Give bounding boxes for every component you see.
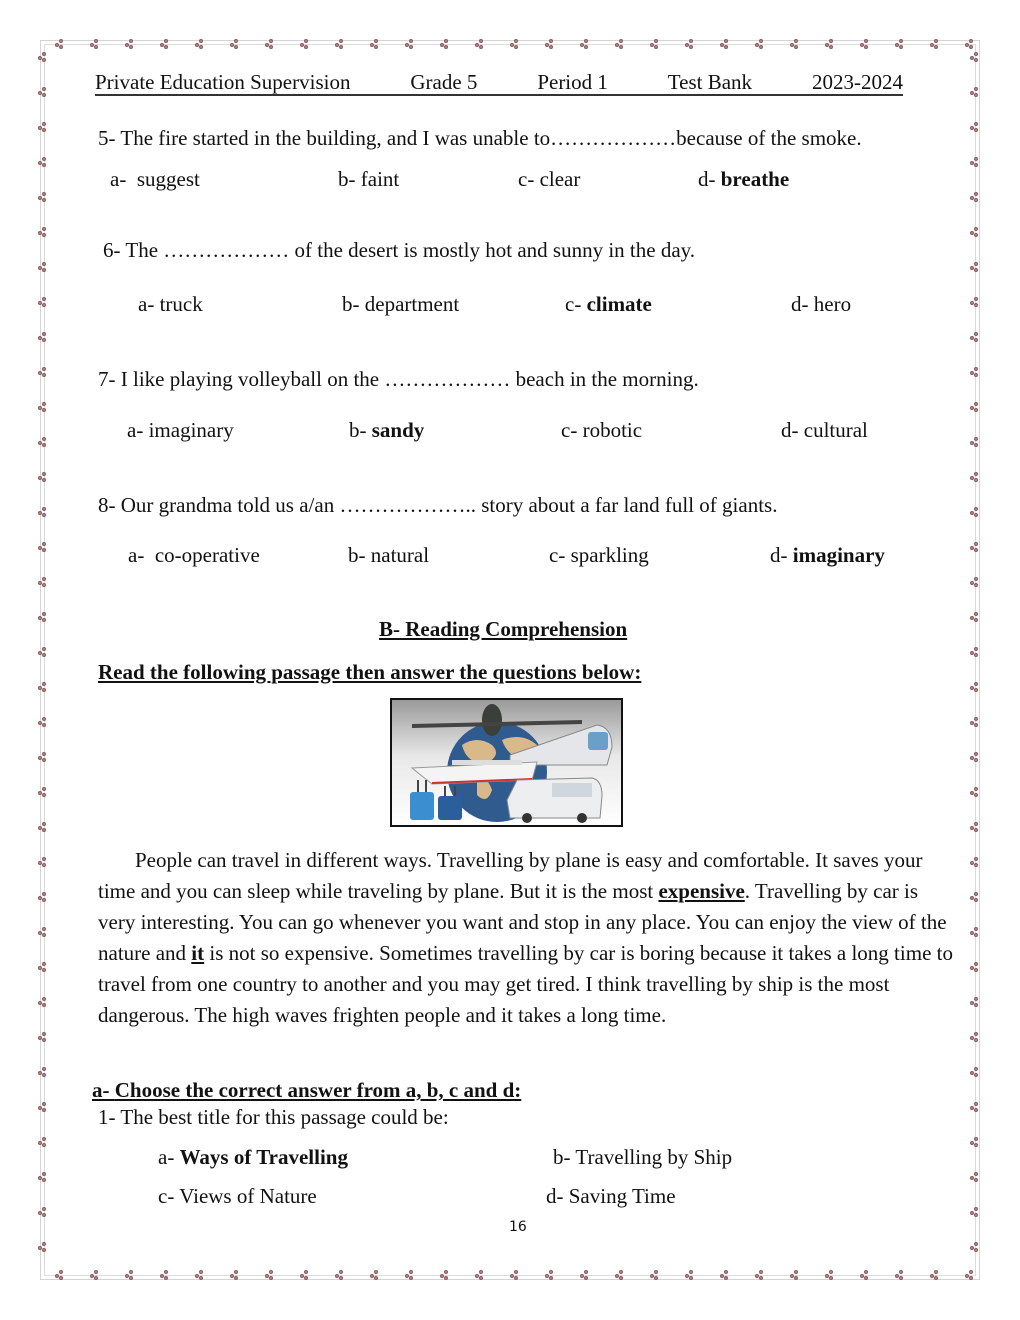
ornament-icon: [970, 682, 980, 692]
ornament-icon: [970, 1137, 980, 1147]
ornament-icon: [55, 39, 65, 49]
keyword-expensive: expensive: [658, 879, 745, 903]
keyword-it: it: [191, 941, 205, 965]
ornament-icon: [930, 39, 940, 49]
ornament-icon: [970, 1067, 980, 1077]
option-6a: a- truck: [138, 292, 203, 316]
option-8d-correct: d- imaginary: [770, 543, 885, 567]
ornament-icon: [930, 1270, 940, 1280]
question-stem: The fire started in the building, and I was unable to: [120, 126, 551, 150]
option-5d-correct: d- breathe: [698, 167, 790, 191]
header-period: Period 1: [537, 70, 608, 94]
ornament-icon: [38, 752, 48, 762]
ornament-icon: [475, 1270, 485, 1280]
header-org: Private Education Supervision: [95, 70, 351, 94]
ornament-icon: [970, 752, 980, 762]
comp-option-c: c- Views of Nature: [158, 1184, 317, 1208]
reading-instruction: Read the following passage then answer the questions below:: [98, 660, 642, 684]
question-stem-end: because of the smoke.: [676, 126, 862, 150]
ornament-icon: [230, 1270, 240, 1280]
ornament-icon: [755, 39, 765, 49]
ornament-icon: [970, 52, 980, 62]
ornament-icon: [970, 997, 980, 1007]
ornament-icon: [440, 39, 450, 49]
ornament-icon: [38, 612, 48, 622]
ornament-icon: [970, 1207, 980, 1217]
ornament-icon: [370, 39, 380, 49]
ornament-icon: [970, 1242, 980, 1252]
option-5b: b- faint: [338, 167, 400, 191]
ornament-icon: [38, 227, 48, 237]
ornament-icon: [230, 39, 240, 49]
ornament-icon: [38, 402, 48, 412]
ornament-icon: [38, 1172, 48, 1182]
ornament-icon: [510, 39, 520, 49]
ornament-icon: [38, 962, 48, 972]
header-year: 2023-2024: [811, 70, 903, 94]
question-8: 8- Our grandma told us a/an ……………….. story about a far land full of giants.: [98, 493, 778, 517]
ornament-icon: [38, 857, 48, 867]
ornament-icon: [38, 997, 48, 1007]
ornament-icon: [38, 122, 48, 132]
travel-collage-icon: [392, 700, 621, 825]
ornament-icon: [405, 1270, 415, 1280]
ornament-icon: [38, 647, 48, 657]
ornament-icon: [970, 402, 980, 412]
ornament-icon: [38, 1137, 48, 1147]
ornament-icon: [38, 472, 48, 482]
comp-option-a-correct: a- Ways of Travelling: [158, 1145, 348, 1169]
ornament-icon: [825, 1270, 835, 1280]
ornament-icon: [38, 507, 48, 517]
ornament-icon: [970, 472, 980, 482]
ornament-icon: [790, 1270, 800, 1280]
option-7c: c- robotic: [561, 418, 643, 442]
ornament-icon: [38, 927, 48, 937]
ornament-icon: [970, 122, 980, 132]
ornament-icon: [790, 39, 800, 49]
ornament-icon: [300, 39, 310, 49]
ornament-icon: [970, 507, 980, 517]
ornament-icon: [545, 39, 555, 49]
answer-blank: ………………: [384, 367, 511, 391]
ornament-icon: [970, 927, 980, 937]
ornament-icon: [860, 1270, 870, 1280]
page-number: 16: [509, 1219, 527, 1235]
comprehension-question-1: 1- The best title for this passage could be:: [98, 1105, 449, 1129]
ornament-icon: [160, 1270, 170, 1280]
option-6d: d- hero: [791, 292, 852, 316]
ornament-icon: [965, 39, 975, 49]
ornament-icon: [300, 1270, 310, 1280]
page-header: [95, 70, 903, 96]
option-5a: a- suggest: [110, 167, 200, 191]
ornament-icon: [970, 647, 980, 657]
ornament-icon: [510, 1270, 520, 1280]
ornament-icon: [685, 39, 695, 49]
ornament-icon: [970, 1102, 980, 1112]
comp-option-d: d- Saving Time: [546, 1184, 676, 1208]
ornament-icon: [545, 1270, 555, 1280]
ornament-icon: [38, 577, 48, 587]
ornament-icon: [440, 1270, 450, 1280]
ornament-icon: [90, 1270, 100, 1280]
ornament-icon: [38, 892, 48, 902]
ornament-icon: [615, 1270, 625, 1280]
ornament-icon: [195, 39, 205, 49]
ornament-icon: [38, 1067, 48, 1077]
answer-blank: ………………..: [339, 493, 476, 517]
ornament-icon: [970, 1032, 980, 1042]
ornament-icon: [720, 39, 730, 49]
ornament-icon: [90, 39, 100, 49]
ornament-icon: [970, 542, 980, 552]
ornament-icon: [720, 1270, 730, 1280]
ornament-icon: [895, 39, 905, 49]
ornament-icon: [970, 857, 980, 867]
ornament-icon: [650, 1270, 660, 1280]
travel-image: [390, 698, 623, 827]
ornament-icon: [38, 262, 48, 272]
ornament-icon: [38, 682, 48, 692]
ornament-icon: [970, 892, 980, 902]
ornament-icon: [970, 962, 980, 972]
part-a-heading: a- Choose the correct answer from a, b, c and d:: [92, 1078, 522, 1102]
ornament-icon: [38, 1102, 48, 1112]
ornament-icon: [895, 1270, 905, 1280]
question-5: [98, 126, 862, 151]
ornament-icon: [970, 437, 980, 447]
ornament-icon: [38, 367, 48, 377]
option-6c-correct: c- climate: [565, 292, 652, 316]
option-8c: c- sparkling: [549, 543, 649, 567]
section-title-reading: B- Reading Comprehension: [379, 617, 628, 641]
ornament-icon: [970, 367, 980, 377]
question-6: 6- The ……………… of the desert is mostly hot and sunny in the day.: [103, 238, 696, 262]
reading-passage: People can travel in different ways. Travelling by plane is easy and comfortable. It saves your time and you can sleep while traveling by plane. But it is the most expensive. Travelling by car is very interesting. You can go whenever you want and stop in any place. You can enjoy the view of the nature and it is not so expensive. Sometimes travelling by car is boring because it takes a long time to travel from one country to another and you may get tired. I think travelling by ship is the most dangerous. The high waves frighten people and it takes a long time.: [98, 848, 953, 1027]
ornament-icon: [38, 717, 48, 727]
option-7b-correct: b- sandy: [349, 418, 425, 442]
ornament-icon: [970, 822, 980, 832]
ornament-icon: [970, 332, 980, 342]
header-grade: Grade 5: [410, 70, 478, 94]
option-8a: a- co-operative: [128, 543, 260, 567]
question-number: 5-: [98, 126, 116, 150]
ornament-icon: [970, 577, 980, 587]
ornament-icon: [860, 39, 870, 49]
ornament-icon: [970, 1172, 980, 1182]
ornament-icon: [970, 787, 980, 797]
option-8b: b- natural: [348, 543, 430, 567]
ornament-icon: [580, 1270, 590, 1280]
ornament-icon: [970, 227, 980, 237]
ornament-icon: [160, 39, 170, 49]
ornament-icon: [335, 39, 345, 49]
ornament-icon: [38, 192, 48, 202]
header-bank: Test Bank: [667, 70, 753, 94]
answer-blank: ………………: [163, 238, 290, 262]
ornament-icon: [55, 1270, 65, 1280]
ornament-icon: [38, 787, 48, 797]
ornament-icon: [265, 39, 275, 49]
ornament-icon: [38, 1032, 48, 1042]
ornament-icon: [650, 39, 660, 49]
ornament-icon: [970, 717, 980, 727]
ornament-icon: [38, 52, 48, 62]
ornament-icon: [970, 157, 980, 167]
ornament-icon: [38, 822, 48, 832]
ornament-icon: [38, 157, 48, 167]
question-7: 7- I like playing volleyball on the ……………… beach in the morning.: [98, 367, 699, 391]
ornament-icon: [38, 87, 48, 97]
ornament-icon: [335, 1270, 345, 1280]
ornament-icon: [475, 39, 485, 49]
ornament-icon: [970, 262, 980, 272]
option-7a: a- imaginary: [127, 418, 234, 442]
ornament-icon: [125, 39, 135, 49]
option-5c: c- clear: [518, 167, 581, 191]
ornament-icon: [615, 39, 625, 49]
ornament-icon: [38, 297, 48, 307]
ornament-icon: [38, 437, 48, 447]
ornament-icon: [970, 192, 980, 202]
ornament-icon: [370, 1270, 380, 1280]
ornament-icon: [580, 39, 590, 49]
ornament-icon: [38, 332, 48, 342]
ornament-icon: [825, 39, 835, 49]
ornament-icon: [755, 1270, 765, 1280]
ornament-icon: [970, 87, 980, 97]
ornament-icon: [38, 1207, 48, 1217]
ornament-icon: [38, 1242, 48, 1252]
ornament-icon: [685, 1270, 695, 1280]
option-6b: b- department: [342, 292, 460, 316]
comp-option-b: b- Travelling by Ship: [553, 1145, 733, 1169]
answer-blank: ………………: [550, 126, 677, 150]
ornament-icon: [405, 39, 415, 49]
ornament-icon: [265, 1270, 275, 1280]
option-7d: d- cultural: [781, 418, 868, 442]
ornament-icon: [970, 612, 980, 622]
ornament-icon: [970, 297, 980, 307]
ornament-icon: [965, 1270, 975, 1280]
ornament-icon: [125, 1270, 135, 1280]
ornament-icon: [38, 542, 48, 552]
ornament-icon: [195, 1270, 205, 1280]
